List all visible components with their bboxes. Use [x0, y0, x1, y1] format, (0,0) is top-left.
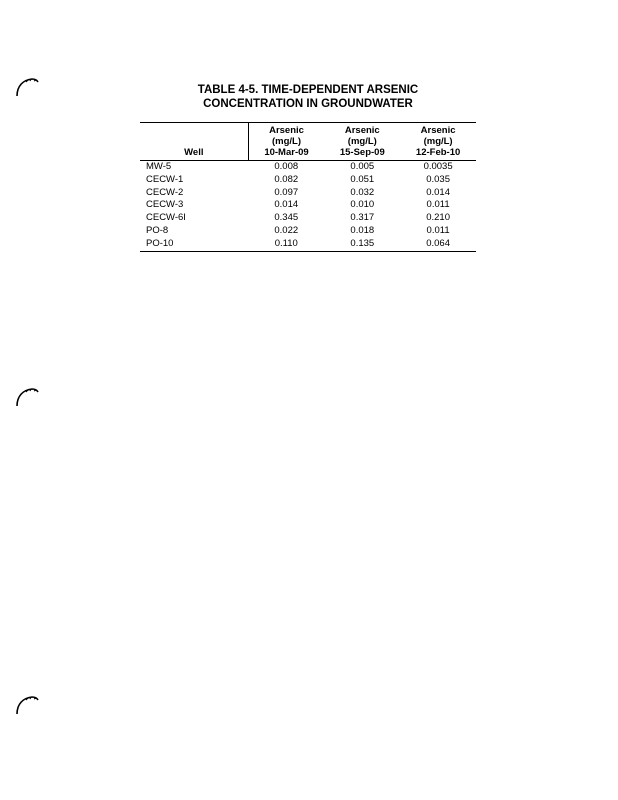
- table-title-line-2: CONCENTRATION IN GROUNDWATER: [203, 98, 413, 110]
- value-cell: 0.010: [350, 199, 375, 211]
- table-title-line-1: TABLE 4-5. TIME-DEPENDENT ARSENIC: [197, 84, 419, 96]
- value-cell: 0.011: [426, 199, 450, 211]
- value-cell: 0.051: [350, 173, 375, 185]
- value-cell: 0.011: [426, 224, 450, 236]
- value-cell: 0.097: [274, 186, 299, 198]
- value-cell: 0.317: [350, 212, 375, 224]
- punch-hole-mark: [14, 386, 40, 408]
- value-cell: 0.014: [274, 199, 299, 211]
- well-cell: CECW-6I: [146, 212, 186, 224]
- arsenic-table: [140, 122, 476, 252]
- header-col-3: Arsenic (mg/L) 12-Feb-10: [400, 123, 476, 161]
- value-cell: 0.008: [274, 161, 299, 172]
- well-cell: CECW-3: [146, 199, 184, 211]
- table-row: [140, 225, 476, 238]
- table-row: [140, 161, 476, 174]
- value-cell: 0.345: [274, 212, 299, 224]
- table-row: [140, 187, 476, 200]
- header-col-2: Arsenic (mg/L) 15-Sep-09: [324, 123, 400, 161]
- value-cell: 0.135: [324, 238, 400, 251]
- value-cell: 0.014: [426, 186, 450, 198]
- header-col-1: Arsenic (mg/L) 10-Mar-09: [248, 123, 324, 161]
- value-cell: 0.035: [426, 173, 450, 185]
- well-cell: MW-5: [146, 161, 172, 172]
- value-cell: 0.0035: [423, 161, 453, 172]
- well-cell: PO-10: [140, 238, 248, 251]
- value-cell: 0.005: [350, 161, 375, 172]
- value-cell: 0.018: [350, 224, 375, 236]
- value-cell: 0.032: [350, 186, 375, 198]
- well-cell: CECW-1: [146, 173, 184, 185]
- table-row: [140, 199, 476, 212]
- value-cell: 0.022: [274, 224, 299, 236]
- value-cell: 0.064: [400, 238, 476, 251]
- well-cell: CECW-2: [146, 186, 184, 198]
- table-row: [140, 238, 476, 251]
- punch-hole-mark: [14, 76, 40, 98]
- value-cell: 0.110: [248, 238, 324, 251]
- punch-hole-mark: [14, 694, 40, 716]
- table-header-row: [140, 123, 476, 161]
- table-row: [140, 212, 476, 225]
- value-cell: 0.210: [426, 212, 450, 224]
- table-row: [140, 174, 476, 187]
- value-cell: 0.082: [274, 173, 299, 185]
- well-cell: PO-8: [146, 224, 169, 236]
- table-title: [140, 83, 476, 111]
- header-well: Well: [140, 123, 248, 161]
